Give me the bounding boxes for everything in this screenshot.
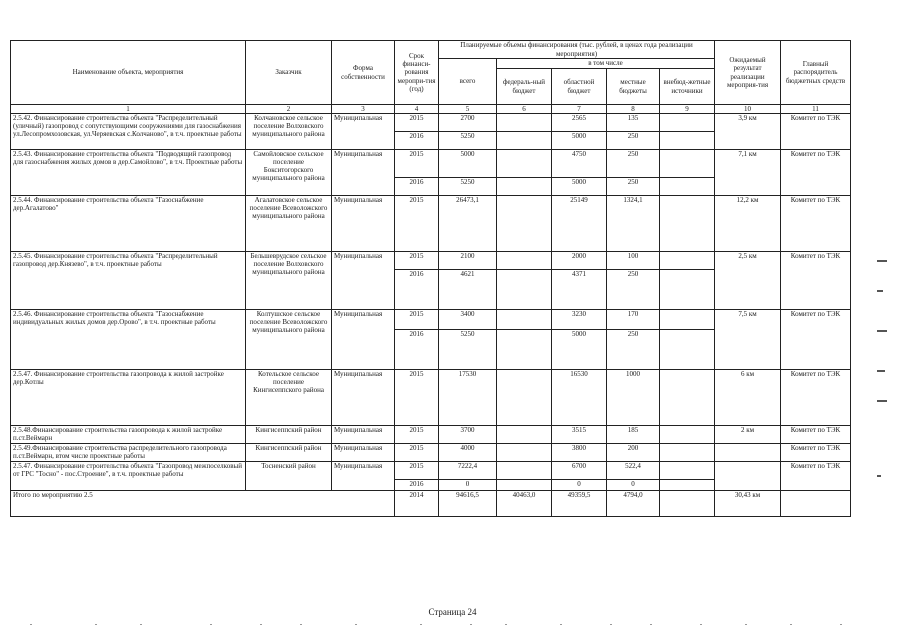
year: 2015	[395, 196, 439, 252]
expected-result: 3,9 км	[715, 114, 781, 150]
table-row	[11, 150, 851, 178]
header-federal: федераль-ный бюджет	[497, 69, 552, 105]
ownership: Муниципальная	[332, 310, 395, 370]
header-offbudget: внебюд-жетные источники	[660, 69, 715, 105]
offbudget-amount	[660, 310, 715, 330]
table-row	[11, 196, 851, 252]
table-row	[11, 114, 851, 132]
regional-amount: 3230	[552, 310, 607, 330]
total-amount: 3400	[439, 310, 497, 330]
total-amount: 4621	[439, 270, 497, 310]
total-amount: 2700	[439, 114, 497, 132]
total-label: Итого по мероприятию 2.5	[11, 491, 395, 517]
federal-amount	[497, 132, 552, 150]
local-amount: 200	[607, 444, 660, 462]
federal-amount	[497, 196, 552, 252]
regional-amount: 2565	[552, 114, 607, 132]
budget-manager: Комитет по ТЭК	[781, 310, 851, 370]
budget-manager: Комитет по ТЭК	[781, 462, 851, 491]
col-number: 8	[607, 105, 660, 114]
customer: Кингисеппский район	[246, 426, 332, 444]
local-amount: 1324,1	[607, 196, 660, 252]
page-number: Страница 24	[428, 607, 477, 617]
local-amount: 135	[607, 114, 660, 132]
expected-result: 12,2 км	[715, 196, 781, 252]
regional-amount: 3800	[552, 444, 607, 462]
object-name: 2.5.45. Финансирование строительства объекта "Распределительный газопровод дер.Князево", в т.ч. проектные работы	[11, 252, 246, 310]
customer: Кингисеппский район	[246, 444, 332, 462]
offbudget-amount	[660, 426, 715, 444]
column-numbers-row	[11, 105, 851, 114]
regional-amount: 4371	[552, 270, 607, 310]
header-manager: Главный распорядитель бюджетных средств	[781, 41, 851, 105]
budget-manager	[781, 491, 851, 517]
object-name: 2.5.44. Финансирование строительства объекта "Газоснабжение дер.Агалатово"	[11, 196, 246, 252]
margin-marks	[877, 250, 891, 510]
total-amount: 0	[439, 480, 497, 491]
header-result: Ожидаемый результат реализации мероприя-тия	[715, 41, 781, 105]
federal-amount	[497, 150, 552, 178]
table-body	[11, 114, 851, 517]
offbudget-amount	[660, 150, 715, 178]
year: 2015	[395, 426, 439, 444]
year: 2015	[395, 310, 439, 330]
table-row	[11, 370, 851, 426]
customer: Колтушское сельское поселение Всеволожского муниципального района	[246, 310, 332, 370]
budget-manager: Комитет по ТЭК	[781, 426, 851, 444]
table-row	[11, 426, 851, 444]
regional-amount: 16530	[552, 370, 607, 426]
ownership: Муниципальная	[332, 252, 395, 310]
header-planned: Планируемые объемы финансирования (тыс. рублей, в ценах года реализации мероприятия)	[439, 41, 715, 59]
federal-amount	[497, 480, 552, 491]
year: 2014	[395, 491, 439, 517]
year: 2016	[395, 480, 439, 491]
expected-result: 6 км	[715, 370, 781, 426]
total-amount: 26473,1	[439, 196, 497, 252]
year: 2016	[395, 330, 439, 370]
offbudget-amount	[660, 196, 715, 252]
local-amount: 250	[607, 150, 660, 178]
offbudget-amount	[660, 252, 715, 270]
table-row	[11, 252, 851, 270]
federal-amount	[497, 270, 552, 310]
table-row	[11, 444, 851, 462]
budget-manager: Комитет по ТЭК	[781, 252, 851, 310]
total-amount: 5000	[439, 150, 497, 178]
federal-amount	[497, 444, 552, 462]
budget-manager: Комитет по ТЭК	[781, 370, 851, 426]
expected-result: 2 км	[715, 426, 781, 444]
local-amount: 185	[607, 426, 660, 444]
col-number: 11	[781, 105, 851, 114]
offbudget-amount	[660, 491, 715, 517]
total-amount: 94616,5	[439, 491, 497, 517]
ownership: Муниципальная	[332, 426, 395, 444]
total-amount: 17530	[439, 370, 497, 426]
local-amount: 100	[607, 252, 660, 270]
federal-amount: 40463,0	[497, 491, 552, 517]
col-number: 6	[497, 105, 552, 114]
total-amount: 5250	[439, 178, 497, 196]
table-row	[11, 310, 851, 330]
federal-amount	[497, 252, 552, 270]
federal-amount	[497, 370, 552, 426]
regional-amount: 6700	[552, 462, 607, 480]
object-name: 2.5.47. Финансирование строительства объекта "Газопровод межпоселковый от ГРС "Тосно" - пос.Строение", в т.ч. проектные работы	[11, 462, 246, 491]
federal-amount	[497, 178, 552, 196]
customer: Котельское сельское поселение Кингисеппского района	[246, 370, 332, 426]
year: 2015	[395, 444, 439, 462]
financing-table	[10, 40, 851, 517]
col-number: 5	[439, 105, 497, 114]
regional-amount: 25149	[552, 196, 607, 252]
header-ownership: Форма собственности	[332, 41, 395, 105]
local-amount: 250	[607, 132, 660, 150]
scan-noise	[0, 624, 905, 630]
expected-result: 2,5 км	[715, 252, 781, 310]
year: 2015	[395, 150, 439, 178]
regional-amount: 4750	[552, 150, 607, 178]
customer: Тосненский район	[246, 462, 332, 491]
col-number: 4	[395, 105, 439, 114]
offbudget-amount	[660, 480, 715, 491]
regional-amount: 0	[552, 480, 607, 491]
offbudget-amount	[660, 132, 715, 150]
customer: Агалатовское сельское поселение Всеволожского муниципального района	[246, 196, 332, 252]
regional-amount: 3515	[552, 426, 607, 444]
ownership: Муниципальная	[332, 444, 395, 462]
col-number: 7	[552, 105, 607, 114]
local-amount: 4794,0	[607, 491, 660, 517]
expected-result: 30,43 км	[715, 491, 781, 517]
total-amount: 5250	[439, 330, 497, 370]
local-amount: 522,4	[607, 462, 660, 480]
regional-amount: 49359,5	[552, 491, 607, 517]
year: 2015	[395, 252, 439, 270]
local-amount: 250	[607, 178, 660, 196]
offbudget-amount	[660, 330, 715, 370]
year: 2015	[395, 462, 439, 480]
object-name: 2.5.47. Финансирование строительства газопровода к жилой застройке дер.Котлы	[11, 370, 246, 426]
total-amount: 7222,4	[439, 462, 497, 480]
local-amount: 170	[607, 310, 660, 330]
col-number: 3	[332, 105, 395, 114]
ownership: Муниципальная	[332, 114, 395, 150]
ownership: Муниципальная	[332, 150, 395, 196]
object-name: 2.5.48.Финансирование строительства газопровода к жилой застройке п.ст.Веймарн	[11, 426, 246, 444]
col-number: 1	[11, 105, 246, 114]
budget-manager: Комитет по ТЭК	[781, 196, 851, 252]
budget-manager: Комитет по ТЭК	[781, 444, 851, 462]
header-including: в том числе	[497, 59, 715, 69]
customer: Самойловское сельское поселение Бокситогорского муниципального района	[246, 150, 332, 196]
total-amount: 5250	[439, 132, 497, 150]
budget-manager: Комитет по ТЭК	[781, 114, 851, 150]
regional-amount: 5000	[552, 330, 607, 370]
expected-result: 7,5 км	[715, 310, 781, 370]
object-name: 2.5.46. Финансирование строительства объекта "Газоснабжение индивидуальных жилых домов дер.Орово", в т.ч. проектные работы	[11, 310, 246, 370]
ownership: Муниципальная	[332, 196, 395, 252]
header-local: местные бюджеты	[607, 69, 660, 105]
year: 2016	[395, 178, 439, 196]
object-name: 2.5.49.Финансирование строительства распределительного газопровода п.ст.Веймарн, втом числе проектные работы	[11, 444, 246, 462]
expected-result: 7,1 км	[715, 150, 781, 196]
total-amount: 4000	[439, 444, 497, 462]
offbudget-amount	[660, 114, 715, 132]
regional-amount: 2000	[552, 252, 607, 270]
year: 2015	[395, 370, 439, 426]
federal-amount	[497, 426, 552, 444]
offbudget-amount	[660, 178, 715, 196]
customer: Бельшеврудское сельское поселение Волховского муниципального района	[246, 252, 332, 310]
object-name: 2.5.42. Финансирование строительства объекта "Распределительный (уличный) газопровод с сопутствующими сооружениями для газоснабжения ул.Лесопромхозовская, ул.Черяевская с.Колчаново", в т.ч. проектные работы	[11, 114, 246, 150]
federal-amount	[497, 330, 552, 370]
header-term: Срок финанси-рования меропри-тия (год)	[395, 41, 439, 105]
total-amount: 2100	[439, 252, 497, 270]
federal-amount	[497, 462, 552, 480]
header-customer: Заказчик	[246, 41, 332, 105]
table-row	[11, 462, 851, 480]
header-total: всего	[439, 59, 497, 105]
regional-amount: 5000	[552, 132, 607, 150]
year: 2015	[395, 114, 439, 132]
year: 2016	[395, 270, 439, 310]
header-regional: областной бюджет	[552, 69, 607, 105]
ownership: Муниципальная	[332, 370, 395, 426]
local-amount: 250	[607, 330, 660, 370]
col-number: 2	[246, 105, 332, 114]
customer: Колчановское сельское поселение Волховского муниципального района	[246, 114, 332, 150]
offbudget-amount	[660, 462, 715, 480]
expected-result	[715, 444, 781, 462]
local-amount: 0	[607, 480, 660, 491]
offbudget-amount	[660, 270, 715, 310]
header-name: Наименование объекта, мероприятия	[11, 41, 246, 105]
object-name: 2.5.43. Финансирование строительства объекта "Подводящий газопровод для газоснабжения жилых домов в дер.Самойлово", в т.ч. Проектные работы	[11, 150, 246, 196]
offbudget-amount	[660, 444, 715, 462]
col-number: 10	[715, 105, 781, 114]
budget-manager: Комитет по ТЭК	[781, 150, 851, 196]
total-amount: 3700	[439, 426, 497, 444]
total-row	[11, 491, 851, 517]
regional-amount: 5000	[552, 178, 607, 196]
federal-amount	[497, 310, 552, 330]
federal-amount	[497, 114, 552, 132]
year: 2016	[395, 132, 439, 150]
local-amount: 1000	[607, 370, 660, 426]
ownership: Муниципальная	[332, 462, 395, 491]
col-number: 9	[660, 105, 715, 114]
expected-result	[715, 462, 781, 491]
local-amount: 250	[607, 270, 660, 310]
offbudget-amount	[660, 370, 715, 426]
